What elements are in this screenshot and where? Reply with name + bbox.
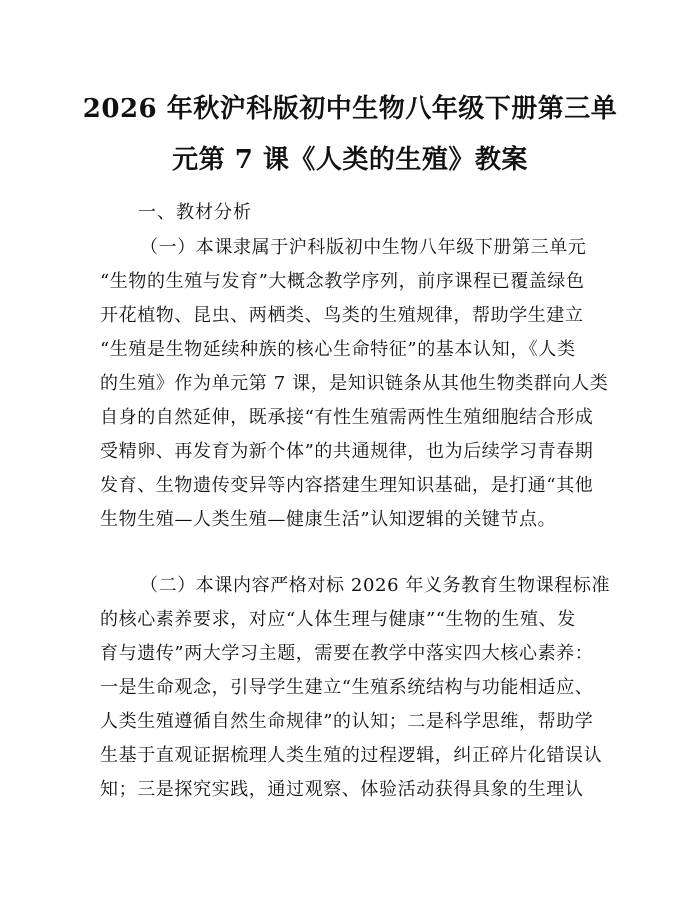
paragraph-line: 知；三是探究实践，通过观察、体验活动获得具象的生理认 (100, 779, 584, 800)
paragraph-line: 受精卵、再发育为新个体”的共通规律，也为后续学习青春期 (100, 441, 594, 462)
paragraph-line: 开花植物、昆虫、两栖类、鸟类的生殖规律，帮助学生建立 (100, 305, 584, 326)
paragraph-line: 的核心素养要求，对应“人体生理与健康”“生物的生殖、发 (100, 609, 576, 630)
paragraph-line: 自身的自然延伸，既承接“有性生殖需两性生殖细胞结合形成 (100, 407, 594, 428)
paragraph-2 (100, 569, 610, 807)
paragraph-line: 育与遗传”两大学习主题，需要在教学中落实四大核心素养： (100, 643, 594, 664)
document-title-line-1: 2026 年秋沪科版初中生物八年级下册第三单 (82, 94, 618, 124)
paragraph-1 (100, 231, 610, 537)
paragraph-line: “生殖是生物延续种族的核心生命特征”的基本认知，《人类 (100, 339, 576, 360)
section-heading: 一、教材分析 (138, 202, 252, 223)
paragraph-line: 发育、生物遗传变异等内容搭建生理知识基础，是打通“其他 (100, 475, 594, 496)
paragraph-line: （一）本课隶属于沪科版初中生物八年级下册第三单元 (140, 237, 587, 258)
paragraph-line: “生物的生殖与发育”大概念教学序列，前序课程已覆盖绿色 (100, 271, 585, 292)
paragraph-line: 人类生殖遵循自然生命规律”的认知；二是科学思维，帮助学 (100, 711, 594, 732)
document-title-line-2: 元第 7 课《人类的生殖》教案 (172, 145, 528, 175)
paragraph-line: 的生殖》作为单元第 7 课，是知识链条从其他生物类群向人类 (100, 373, 609, 394)
paragraph-line: 生物生殖—人类生殖—健康生活”认知逻辑的关键节点。 (100, 509, 557, 530)
paragraph-line: 生基于直观证据梳理人类生殖的过程逻辑，纠正碎片化错误认 (100, 745, 603, 766)
paragraph-line: 一是生命观念，引导学生建立“生殖系统结构与功能相适应、 (100, 677, 594, 698)
paragraph-line: （二）本课内容严格对标 2026 年义务教育生物课程标准 (140, 575, 611, 596)
